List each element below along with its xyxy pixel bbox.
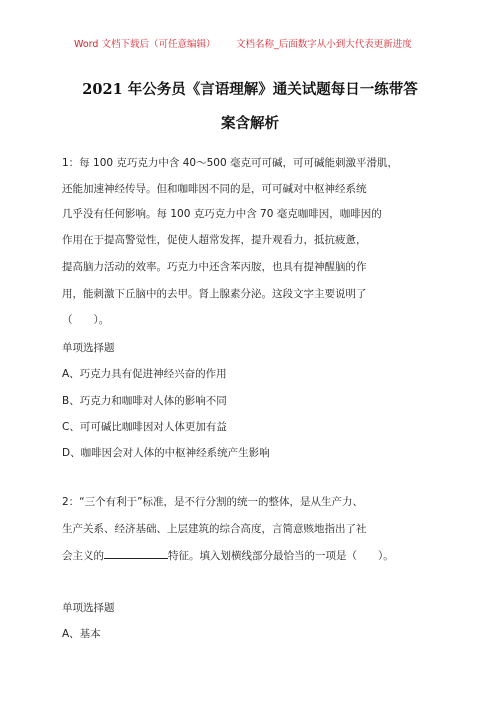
q1-text-line-1: 1：每 100 克巧克力中含 40～500 毫克可可碱，可可碱能刺激平滑肌， (62, 157, 398, 169)
q1-option-c[interactable]: C、可可碱比咖啡因对人体更加有益 (62, 421, 227, 433)
q1-option-a[interactable]: A、巧克力具有促进神经兴奋的作用 (62, 368, 227, 380)
q2-question-type: 单项选择题 (62, 602, 115, 614)
q1-option-b[interactable]: B、巧克力和咖啡对人体的影响不同 (62, 395, 227, 407)
header-right-note: 文档名称_后面数字从小到大代表更新进度 (236, 39, 412, 50)
document-title-line-2: 案含解析 (221, 115, 279, 132)
q1-text-line-6: 用，能刺激下丘脑中的去甲。肾上腺素分泌。这段文字主要说明了 (62, 288, 367, 300)
q1-question-type: 单项选择题 (62, 342, 115, 354)
document-title-line-1: 2021 年公务员《言语理解》通关试题每日一练带答 (82, 81, 418, 98)
q1-text-line-2: 还能加速神经传导。但和咖啡因不同的是，可可碱对中枢神经系统 (62, 183, 367, 195)
q2-text-line-3 (62, 548, 442, 563)
q2-text-line-2: 生产关系、经济基础、上层建筑的综合高度，言简意赅地指出了社 (62, 523, 367, 535)
q1-text-line-4: 作用在于提高警觉性，促使人超常发挥，提升观看力，抵抗疲惫， (62, 234, 367, 246)
q2-text-before-blank: 会主义的 (62, 550, 104, 562)
q2-text-after-blank: 特征。填入划横线部分最恰当的一项是（ ）。 (168, 550, 394, 562)
q2-option-a[interactable]: A、基本 (62, 628, 101, 640)
q1-text-line-5: 提高脑力活动的效率。巧克力中还含苯丙胺，也具有提神醒脑的作 (62, 261, 367, 273)
q1-text-line-3: 几乎没有任何影响。每 100 克巧克力中含 70 毫克咖啡因，咖啡因的 (62, 208, 382, 220)
fill-in-blank[interactable] (104, 548, 168, 559)
q1-option-d[interactable]: D、咖啡因会对人体的中枢神经系统产生影响 (62, 447, 270, 459)
header-left-note: Word 文档下载后（可任意编辑） (74, 39, 216, 50)
q1-text-line-7: （ ）。 (62, 314, 110, 326)
q2-text-line-1: 2：“三个有利于”标准，是不行分割的统一的整体，是从生产力、 (62, 496, 364, 508)
